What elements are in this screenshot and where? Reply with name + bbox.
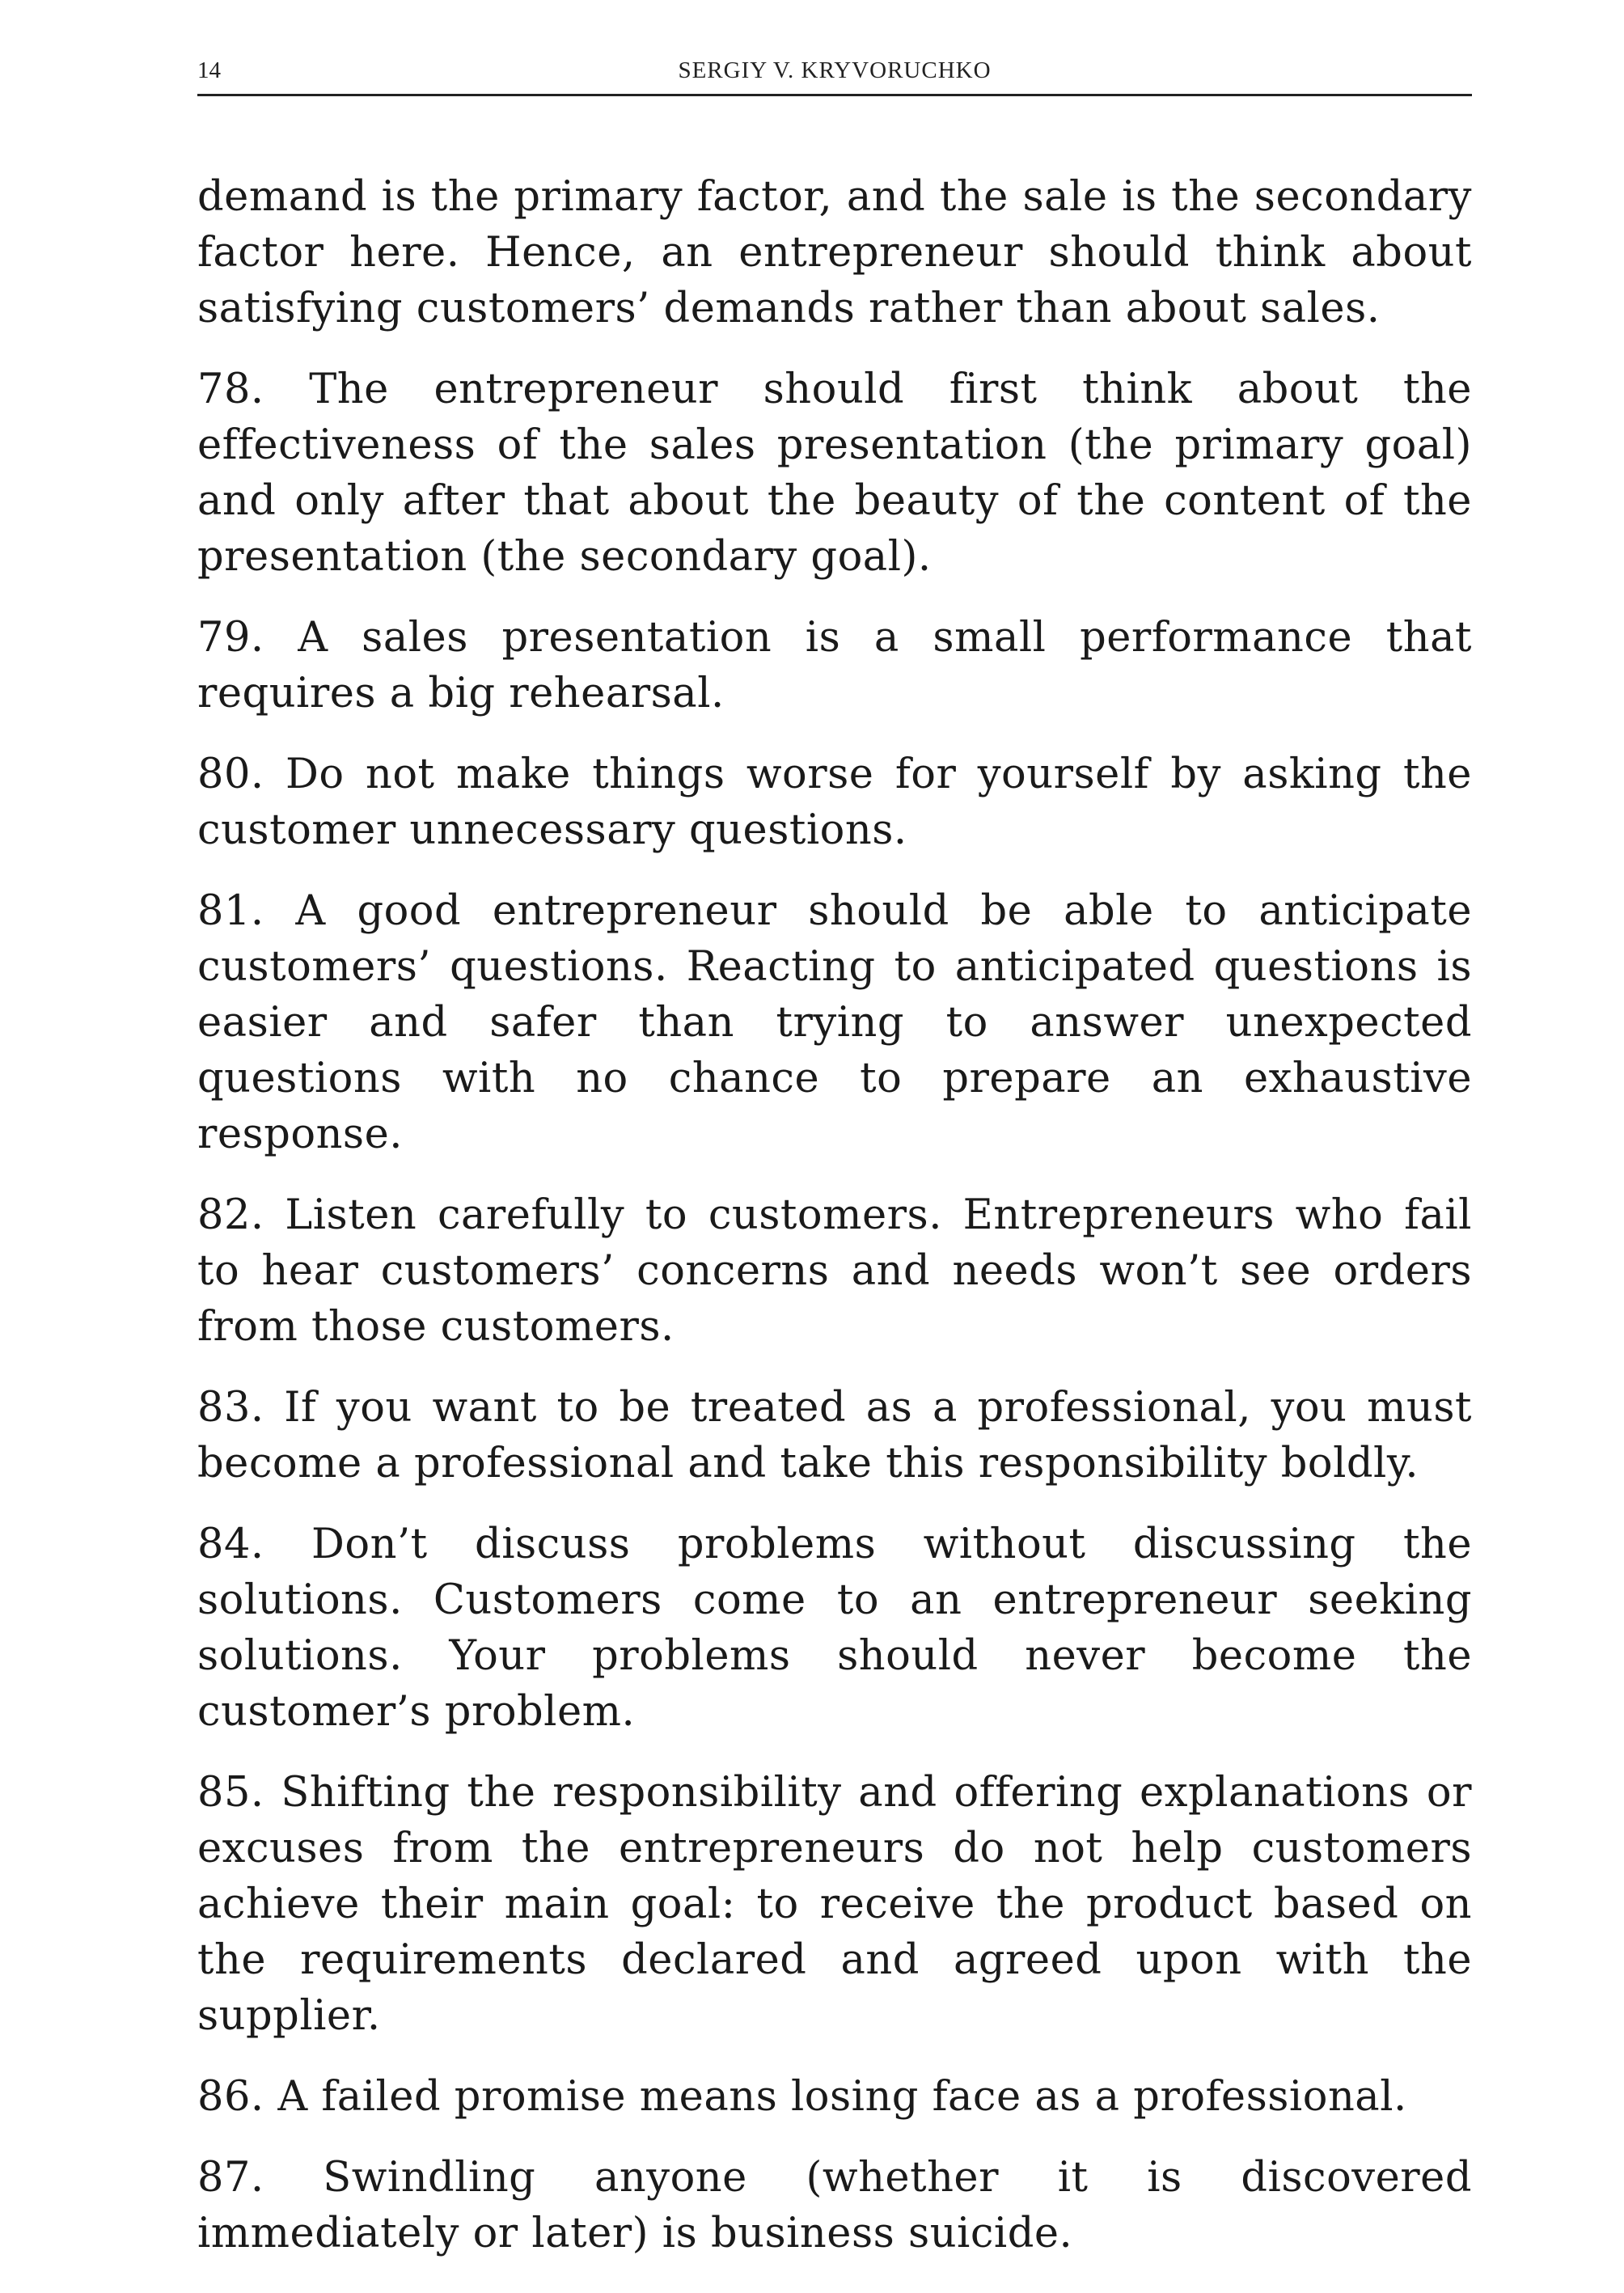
paragraph-item-79: 79. A sales presentation is a small performance that requires a big rehearsal. bbox=[197, 614, 1472, 717]
paragraph-item-83: 83. If you want to be treated as a professional, you must become a professional and take this responsibility boldly. bbox=[197, 1384, 1472, 1487]
running-head bbox=[197, 49, 1472, 96]
paragraph-item-86: 86. A failed promise means losing face as a professional. bbox=[197, 2073, 1407, 2121]
running-title: SERGIY V. KRYVORUCHKO bbox=[678, 57, 992, 83]
paragraph-item-85: 85. Shifting the responsibility and offering explanations or excuses from the entrepreneurs do not help customers achieve their main goal: to receive the product based on the requirements declared and agreed upon with the supplier. bbox=[197, 1769, 1472, 2040]
paragraph-item-81: 81. A good entrepreneur should be able to anticipate customers’ questions. Reacting to anticipated questions is easier and safer than trying to answer unexpected questions with no chance to prepare an exhaustive response. bbox=[197, 887, 1472, 1158]
body-text bbox=[197, 169, 1472, 2261]
paragraph-item-82: 82. Listen carefully to customers. Entrepreneurs who fail to hear customers’ concerns and needs won’t see orders from those customers. bbox=[197, 1191, 1472, 1351]
paragraph-continuation: demand is the primary factor, and the sale is the secondary factor here. Hence, an entrepreneur should think about satisfying customers’ demands rather than about sales. bbox=[197, 173, 1472, 332]
paragraph-item-78: 78. The entrepreneur should first think about the effectiveness of the sales presentation (the primary goal) and only after that about the beauty of the content of the presentation (the secondary goal). bbox=[197, 366, 1472, 581]
book-page bbox=[197, 49, 1472, 2287]
page-number: 14 bbox=[197, 57, 221, 83]
paragraph-item-80: 80. Do not make things worse for yourself by asking the customer unnecessary questions. bbox=[197, 751, 1472, 854]
paragraph-item-87: 87. Swindling anyone (whether it is discovered immediately or later) is business suicide. bbox=[197, 2154, 1472, 2257]
paragraph-item-84: 84. Don’t discuss problems without discussing the solutions. Customers come to an entrepreneur seeking solutions. Your problems should never become the customer’s problem. bbox=[197, 1521, 1472, 1736]
